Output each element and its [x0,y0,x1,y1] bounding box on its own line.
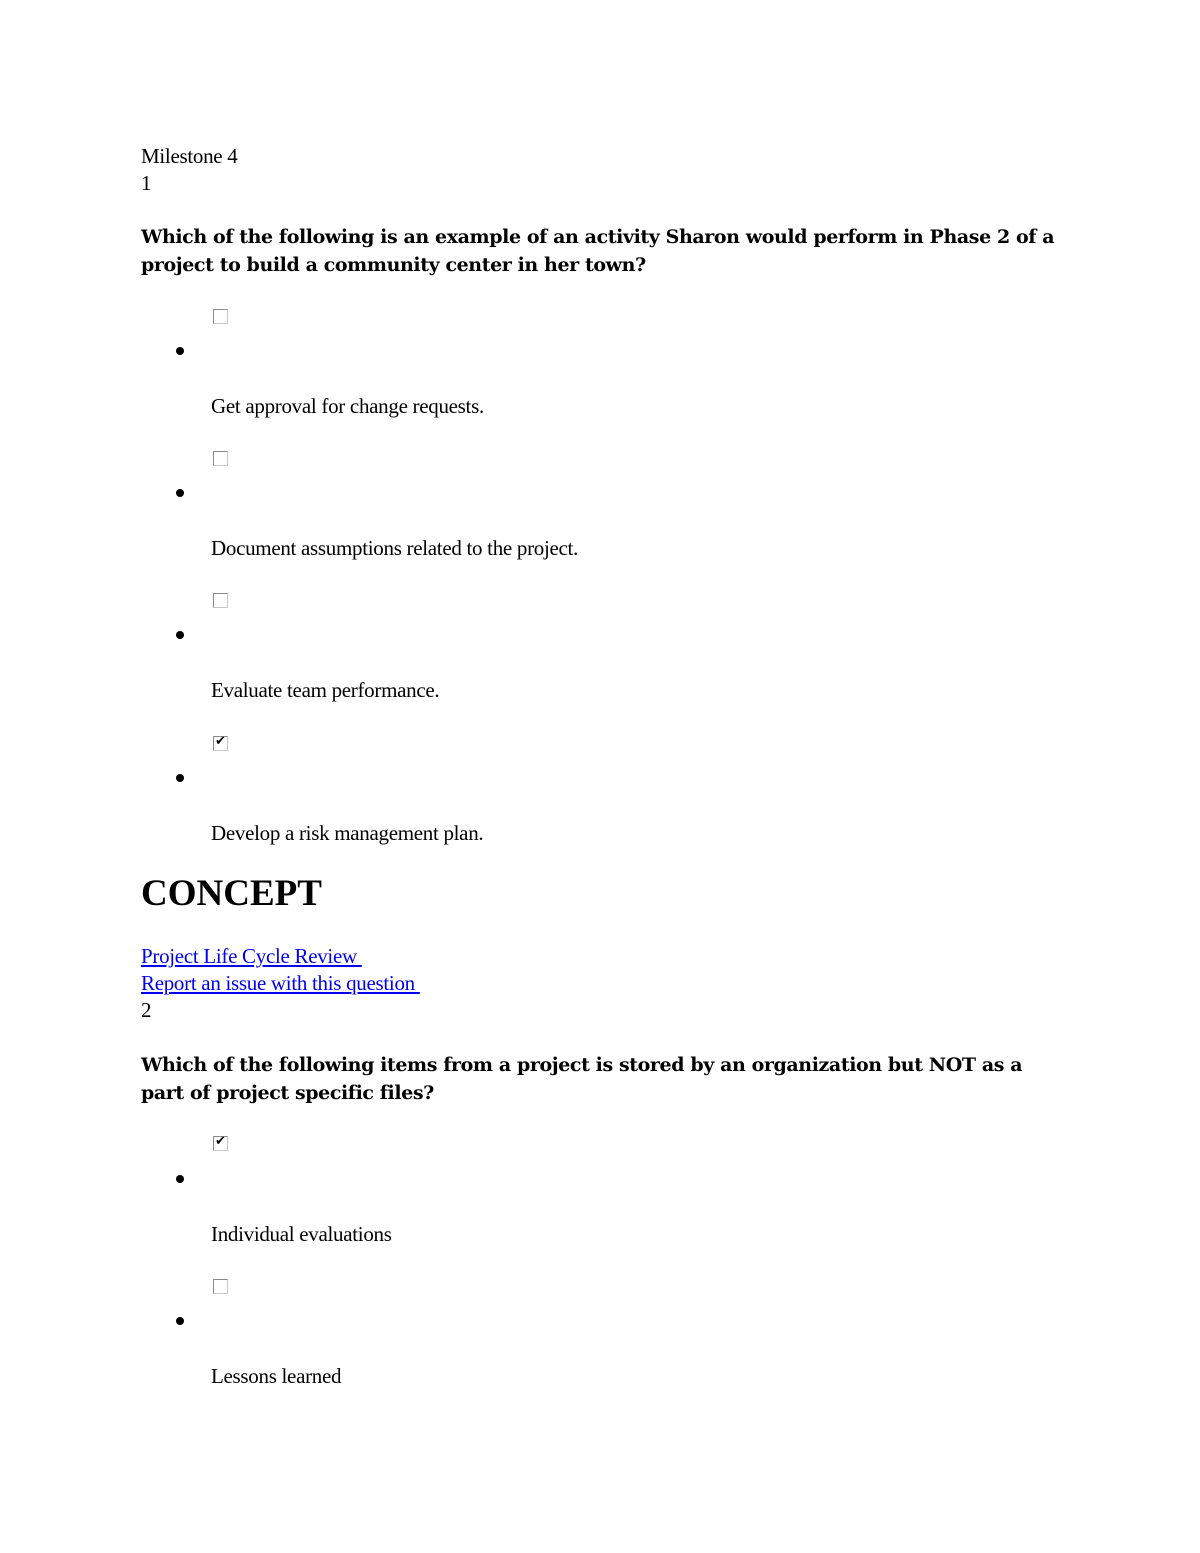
question-number: 1 [141,171,152,195]
check-icon: ✔ [215,1134,226,1149]
bullet-icon [176,489,184,497]
report-issue-link[interactable]: Report an issue with this question [141,971,420,995]
concept-link[interactable]: Project Life Cycle Review [141,944,362,968]
answer-checkbox-checked[interactable] [213,736,228,751]
answer-checkbox[interactable] [213,593,228,608]
bullet-icon [176,1317,184,1325]
answer-option-label: Develop a risk management plan. [211,821,484,845]
answer-option-label: Individual evaluations [211,1222,392,1246]
question-text: Which of the following is an example of an activity Sharon would perform in Phase 2 of a project to build a community center in her town? [141,226,1055,276]
answer-option-label: Lessons learned [211,1364,342,1388]
answer-option-label: Document assumptions related to the project. [211,536,579,560]
answer-option-label: Get approval for change requests. [211,394,484,418]
answer-checkbox-checked[interactable] [213,1136,228,1151]
question-text: Which of the following items from a project is stored by an organization but NOT as a part of project specific files? [141,1054,1023,1104]
answer-checkbox[interactable] [213,309,228,324]
bullet-icon [176,347,184,355]
bullet-icon [176,1175,184,1183]
answer-checkbox[interactable] [213,1279,228,1294]
answer-checkbox[interactable] [213,451,228,466]
concept-heading: CONCEPT [141,873,322,914]
bullet-icon [176,631,184,639]
document-title: Milestone 4 [141,144,238,168]
question-number: 2 [141,998,152,1022]
bullet-icon [176,774,184,782]
check-icon: ✔ [215,734,226,749]
answer-option-label: Evaluate team performance. [211,678,440,702]
